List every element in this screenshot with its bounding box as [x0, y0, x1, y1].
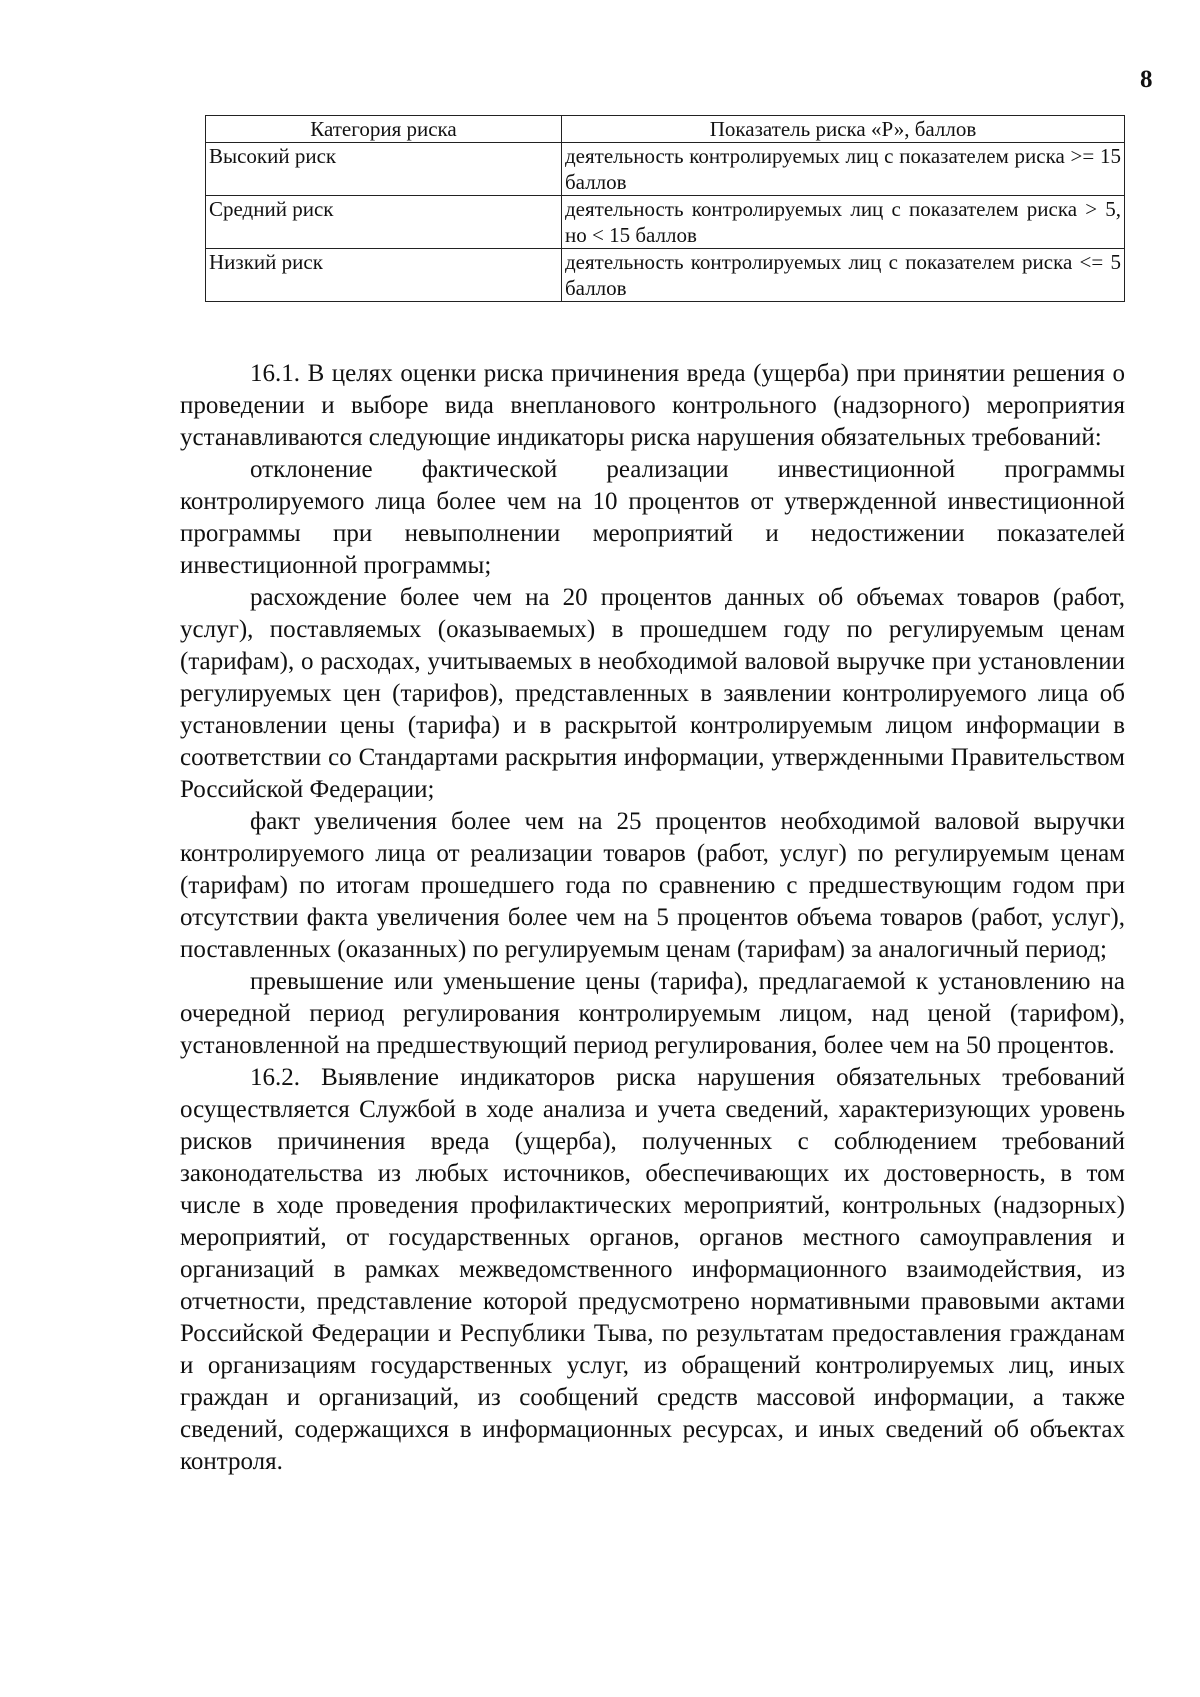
table-row [206, 196, 1125, 249]
paragraph-16-2: 16.2. Выявление индикаторов риска нарушения обязательных требований осуществляется Службой в ходе анализа и учета сведений, характеризующих уровень рисков причинения вреда (ущерба), полученных с соблюдением требований законодательства из любых источников, обеспечивающих их достоверность, в том числе в ходе проведения профилактических мероприятий, контрольных (надзорных) мероприятий, от государственных органов, органов местного самоуправления и организаций в рамках межведомственного информационного взаимодействия, из отчетности, представление которой предусмотрено нормативными правовыми актами Российской Федерации и Республики Тыва, по результатам предоставления гражданам и организациям государственных услуг, из обращений контролируемых лиц, иных граждан и организаций, из сообщений средств массовой информации, а также сведений, содержащихся в информационных ресурсах, и иных сведений об объектах контроля. [180, 1064, 1125, 1475]
paragraph-indicator-price: превышение или уменьшение цены (тарифа), предлагаемой к установлению на очередной период регулирования контролируемым лицом, над ценой (тарифом), установленной на предшествующий период регулирования, более чем на 50 процентов. [180, 968, 1125, 1059]
risk-category-table [205, 115, 1125, 302]
column-header-indicator: Показатель риска «Р», баллов [562, 116, 1125, 143]
paragraph-indicator-revenue: факт увеличения более чем на 25 процентов необходимой валовой выручки контролируемого лица от реализации товаров (работ, услуг) по регулируемым ценам (тарифам) по итогам прошедшего года по сравнению с предшествующим годом при отсутствии факта увеличения более чем на 5 процентов объема товаров (работ, услуг), поставленных (оказанных) по регулируемым ценам (тарифам) за аналогичный период; [180, 808, 1125, 963]
page-number: 8 [1140, 66, 1153, 93]
risk-category-cell: Высокий риск [206, 143, 562, 196]
risk-indicator-cell: деятельность контролируемых лиц с показателем риска >= 15 баллов [562, 143, 1125, 196]
table-row [206, 143, 1125, 196]
paragraph-indicator-discrepancy: расхождение более чем на 20 процентов данных об объемах товаров (работ, услуг), поставляемых (оказываемых) в прошедшем году по регулируемым ценам (тарифам), о расходах, учитываемых в необходимой валовой выручке при установлении регулируемых цен (тарифов), представленных в заявлении контролируемого лица об установлении цены (тарифа) и в раскрытой контролируемым лицом информации в соответствии со Стандартами раскрытия информации, утвержденными Правительством Российской Федерации; [180, 584, 1125, 803]
paragraph-16-1: 16.1. В целях оценки риска причинения вреда (ущерба) при принятии решения о проведении и выборе вида внепланового контрольного (надзорного) мероприятия устанавливаются следующие индикаторы риска нарушения обязательных требований: [180, 360, 1125, 451]
paragraph-indicator-investment: отклонение фактической реализации инвестиционной программы контролируемого лица более чем на 10 процентов от утвержденной инвестиционной программы при невыполнении мероприятий и недостижении показателей инвестиционной программы; [180, 456, 1125, 579]
risk-indicator-cell: деятельность контролируемых лиц с показателем риска <= 5 баллов [562, 249, 1125, 302]
table-row [206, 249, 1125, 302]
risk-category-cell: Средний риск [206, 196, 562, 249]
risk-category-cell: Низкий риск [206, 249, 562, 302]
table-header-row [206, 116, 1125, 143]
document-body [180, 358, 1125, 1478]
risk-indicator-cell: деятельность контролируемых лиц с показателем риска > 5, но < 15 баллов [562, 196, 1125, 249]
column-header-category: Категория риска [206, 116, 562, 143]
